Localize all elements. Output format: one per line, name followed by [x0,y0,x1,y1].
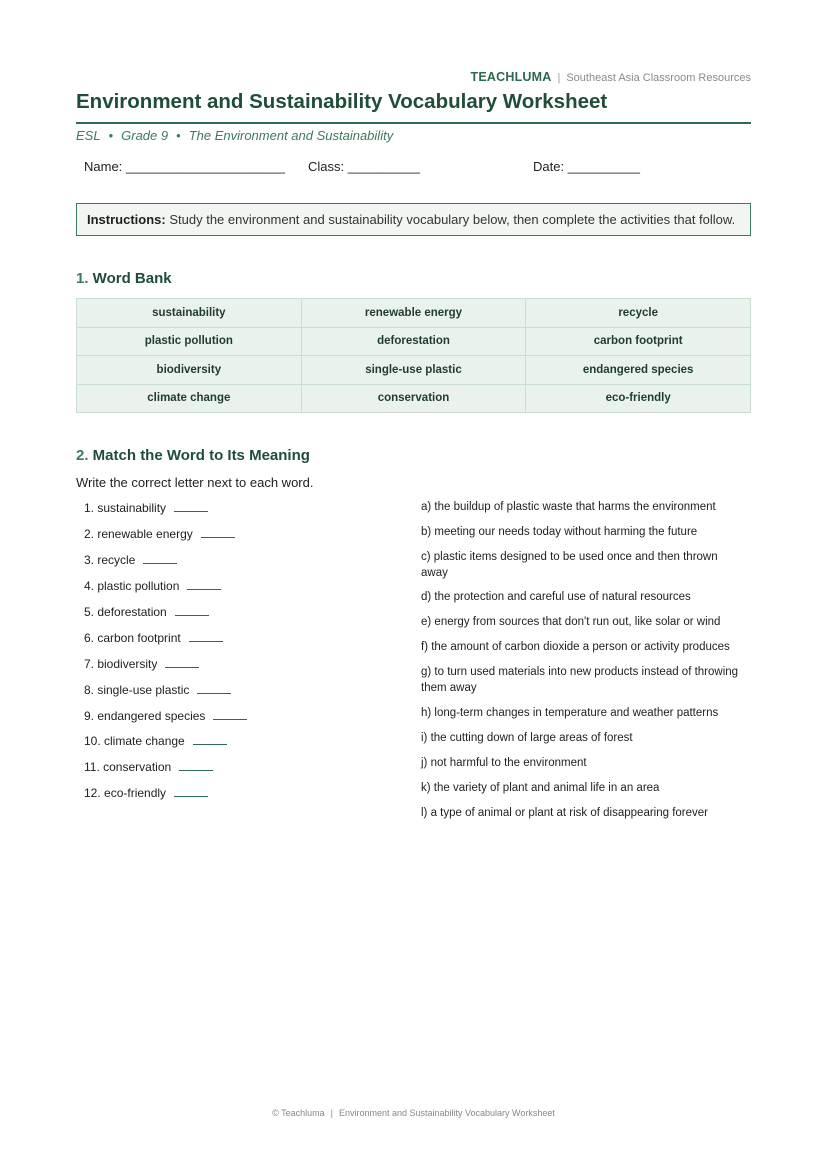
list-item [84,733,227,748]
answer-blank[interactable] [174,500,208,512]
word-label: 9. endangered species [84,709,206,723]
word-label: 2. renewable energy [84,527,193,541]
worksheet-meta [76,128,393,143]
section-number: 2. [76,447,89,464]
word-bank-cell: sustainability [77,299,302,328]
word-bank-cell: carbon footprint [526,327,751,356]
definition-item: c) plastic items designed to be used once and then thrown away [421,551,718,579]
class-field[interactable]: Class: __________ [308,159,421,174]
instructions-label: Instructions: [87,212,166,227]
answer-blank[interactable] [201,526,235,538]
list-item [84,656,199,671]
table-row [77,356,751,385]
list-item [84,604,209,619]
definition-item: g) to turn used materials into new products instead of throwing them away [421,666,739,694]
page-footer [0,1108,827,1118]
definition-item: i) the cutting down of large areas of forest [421,732,633,744]
meta-topic: The Environment and Sustainability [188,128,394,143]
word-bank-cell: eco-friendly [526,384,751,413]
definition-item: d) the protection and careful use of natural resources [421,591,691,603]
word-bank-cell: biodiversity [77,356,302,385]
list-item [84,785,208,800]
definition-item: k) the variety of plant and animal life in an area [421,782,660,794]
word-label: 6. carbon footprint [84,631,181,645]
table-row [77,384,751,413]
list-item [84,759,213,774]
word-label: 7. biodiversity [84,657,158,671]
brand-name: TEACHLUMA [470,70,552,84]
answer-blank[interactable] [165,656,199,668]
table-row [77,299,751,328]
section-title: Word Bank [88,270,172,287]
section-heading-match [76,447,310,464]
definition-item: f) the amount of carbon dioxide a person or activity produces [421,641,730,653]
footer-title: Environment and Sustainability Vocabulary Worksheet [338,1108,555,1118]
meta-separator: • [176,128,181,143]
page-title: Environment and Sustainability Vocabulary Worksheet [76,90,608,113]
section-heading-word-bank [76,270,172,287]
definition-item: h) long-term changes in temperature and weather patterns [421,707,719,719]
date-field[interactable]: Date: __________ [533,159,640,174]
list-item [84,682,231,697]
list-item [84,708,247,723]
word-bank-cell: single-use plastic [301,356,526,385]
word-bank-cell: renewable energy [301,299,526,328]
answer-blank[interactable] [193,733,227,745]
title-divider [76,122,751,124]
name-field[interactable]: Name: ______________________ [84,159,285,174]
definition-item: l) a type of animal or plant at risk of disappearing forever [421,807,709,819]
word-label: 5. deforestation [84,605,167,619]
word-label: 4. plastic pollution [84,579,180,593]
word-bank-table [76,298,751,413]
list-item [84,500,208,515]
meta-separator: • [108,128,114,143]
meta-grade: Grade 9 [121,128,169,143]
list-item [84,552,177,567]
brand-header [471,70,751,84]
word-label: 12. eco-friendly [84,786,167,800]
definition-item: j) not harmful to the environment [421,757,587,769]
word-bank-cell: plastic pollution [77,327,302,356]
section-title: Match the Word to Its Meaning [88,447,310,464]
answer-blank[interactable] [189,630,223,642]
meta-subject: ESL [76,128,101,143]
match-instruction: Write the correct letter next to each word. [76,475,314,490]
answer-blank[interactable] [174,785,208,797]
word-label: 8. single-use plastic [84,683,190,697]
answer-blank[interactable] [213,708,247,720]
answer-blank[interactable] [187,578,221,590]
list-item [84,578,221,593]
word-bank-cell: climate change [77,384,302,413]
definition-item: a) the buildup of plastic waste that harms the environment [421,501,716,513]
word-bank-cell: deforestation [301,327,526,356]
definition-item: e) energy from sources that don't run out, like solar or wind [421,616,721,628]
definition-item: b) meeting our needs today without harming the future [421,526,698,538]
brand-separator: | [557,72,561,84]
table-row [77,327,751,356]
word-label: 1. sustainability [84,501,167,515]
answer-blank[interactable] [179,759,213,771]
word-label: 3. recycle [84,553,136,567]
footer-copyright: © Teachluma [272,1108,325,1118]
answer-blank[interactable] [175,604,209,616]
instructions-box [76,203,751,236]
instructions-text: Study the environment and sustainability vocabulary below, then complete the activities that follow. [165,212,736,227]
brand-tagline: Southeast Asia Classroom Resources [566,72,751,84]
footer-separator: | [330,1108,333,1118]
answer-blank[interactable] [143,552,177,564]
word-label: 11. conservation [84,760,172,774]
word-bank-cell: conservation [301,384,526,413]
list-item [84,526,235,541]
section-number: 1. [76,270,89,287]
word-bank-cell: endangered species [526,356,751,385]
word-bank-cell: recycle [526,299,751,328]
list-item [84,630,223,645]
answer-blank[interactable] [197,682,231,694]
word-label: 10. climate change [84,734,185,748]
